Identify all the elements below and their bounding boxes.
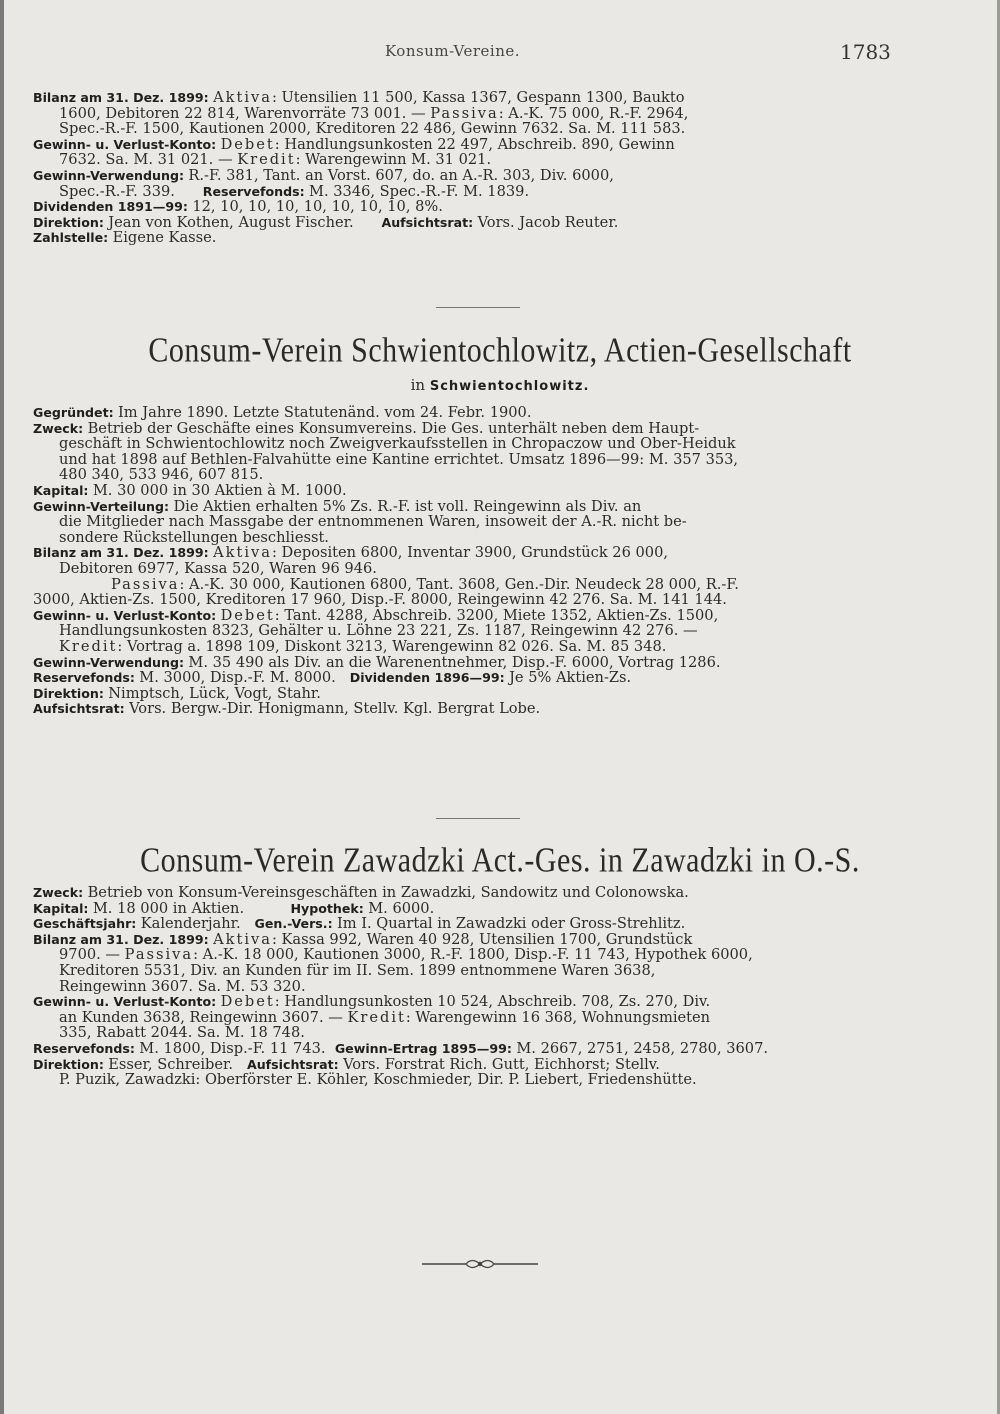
field-label: Gegründet:	[33, 405, 119, 420]
scan-edge-left	[0, 0, 4, 1414]
spaced-label: Aktiva	[213, 89, 272, 106]
field-label: Zahlstelle:	[33, 230, 113, 246]
subtitle-prefix: in	[410, 376, 430, 394]
field-text: geschäft in Schwientochlowitz noch Zweigverkaufsstellen in Chropaczow und Ober-Heiduk	[59, 435, 736, 453]
text-line	[33, 994, 889, 1010]
field-text: Vors. Forstrat Rich. Gutt, Eichhorst; Stellv.	[343, 1055, 660, 1073]
text-line	[33, 530, 889, 546]
field-label: Hypothek:	[290, 900, 369, 916]
field-label: Bilanz am 31. Dez. 1899:	[33, 90, 214, 105]
field-text: 480 340, 533 946, 607 815.	[59, 466, 264, 484]
text-line	[33, 230, 889, 246]
field-text: : Tant. 4288, Abschreib. 3200, Miete 1352, Aktien-Zs. 1500,	[274, 606, 719, 624]
text-line	[33, 885, 889, 901]
text-line	[33, 467, 889, 483]
field-text: Im I. Quartal in Zawadzki oder Gross-Strehlitz.	[337, 915, 686, 933]
field-text: : A.-K. 18 000, Kautionen 3000, R.-F. 1800, Disp.-F. 11 743, Hypothek 6000,	[193, 946, 753, 964]
field-text: M. 1800, Disp.-F. 11 743.	[139, 1039, 335, 1057]
text-line	[33, 1025, 889, 1041]
field-text: 9700. —	[59, 946, 125, 964]
field-text: : Handlungsunkosten 10 524, Abschreib. 708, Zs. 270, Div.	[274, 993, 711, 1011]
text-line	[33, 199, 889, 215]
field-text: Vors. Bergw.-Dir. Honigmann, Stellv. Kgl. Bergrat Lobe.	[129, 700, 541, 718]
text-line	[33, 121, 889, 137]
field-text: : Kassa 992, Waren 40 928, Utensilien 1700, Grundstück	[271, 930, 693, 948]
field-text: M. 30 000 in 30 Aktien à M. 1000.	[92, 481, 347, 499]
field-text: 335, Rabatt 2044. Sa. M. 18 748.	[59, 1024, 305, 1042]
field-text: die Mitglieder nach Massgabe der entnommenen Waren, insoweit der A.-R. nicht be-	[59, 513, 687, 531]
subtitle-place: Schwientochlowitz.	[429, 379, 590, 394]
text-line	[33, 639, 889, 655]
spaced-label: Kredit	[237, 151, 296, 169]
field-text: Im Jahre 1890. Letzte Statutenänd. vom 24. Febr. 1900.	[118, 404, 532, 421]
field-label: Gewinn- u. Verlust-Konto:	[33, 607, 221, 623]
section-divider	[436, 307, 520, 308]
text-line	[33, 514, 889, 530]
spaced-label: Aktiva	[213, 544, 272, 562]
field-text: M. 2667, 2751, 2458, 2780, 3607.	[516, 1039, 769, 1057]
field-text: Betrieb der Geschäfte eines Konsumvereins. Die Ges. unterhält neben dem Haupt-	[87, 419, 700, 437]
field-text: M. 3346, Spec.-R.-F. M. 1839.	[309, 182, 530, 200]
spaced-label: Debet	[220, 606, 275, 624]
text-line	[33, 137, 889, 153]
text-line	[33, 215, 889, 231]
section-title-schwientochlowitz: Consum-Verein Schwientochlowitz, Actien-Gesellschaft	[148, 331, 852, 370]
field-label: Dividenden 1896—99:	[349, 670, 510, 686]
field-text: : Depositen 6800, Inventar 3900, Grundstück 26 000,	[271, 544, 669, 562]
text-line	[33, 577, 889, 593]
field-text: M. 3000, Disp.-F. M. 8000.	[139, 669, 350, 687]
text-line	[33, 901, 889, 917]
spaced-label: Debet	[220, 993, 275, 1011]
field-label: Direktion:	[33, 685, 109, 701]
section-subtitle	[0, 376, 1000, 394]
field-text: : A.-K. 75 000, R.-F. 2964,	[498, 104, 689, 122]
field-label: Reservefonds:	[33, 1040, 140, 1056]
field-text: P. Puzik, Zawadzki: Oberförster E. Köhler, Koschmieder, Dir. P. Liebert, Friedenshütte.	[59, 1071, 697, 1089]
field-text: M. 6000.	[368, 899, 435, 917]
field-label: Aufsichtsrat:	[33, 701, 130, 717]
field-text: an Kunden 3638, Reingewinn 3607. —	[59, 1008, 348, 1026]
field-label: Bilanz am 31. Dez. 1899:	[33, 545, 214, 561]
field-text: Handlungsunkosten 8323, Gehälter u. Löhne 23 221, Zs. 1187, Reingewinn 42 276. —	[59, 622, 698, 640]
text-line	[33, 184, 889, 200]
field-label: Gen.-Vers.:	[254, 916, 337, 932]
field-label: Gewinn-Verteilung:	[33, 498, 174, 514]
field-text: Kreditoren 5531, Div. an Kunden für im II. Sem. 1899 entnommene Waren 3638,	[59, 961, 656, 979]
field-text: : Handlungsunkosten 22 497, Abschreib. 890, Gewinn	[274, 135, 675, 153]
text-line	[33, 686, 889, 702]
field-label: Reservefonds:	[202, 183, 310, 199]
entry-previous-company	[33, 90, 889, 246]
field-text: Je 5% Aktien-Zs.	[509, 669, 632, 687]
spaced-label: Aktiva	[213, 930, 272, 948]
ornament-icon	[420, 1256, 540, 1272]
text-line	[33, 592, 889, 608]
text-line	[33, 947, 889, 963]
field-text: Debitoren 6977, Kassa 520, Waren 96 946.	[59, 559, 377, 577]
text-line	[33, 916, 889, 932]
field-label: Zweck:	[33, 885, 88, 900]
spaced-label: Debet	[220, 135, 275, 153]
field-text: : Warengewinn M. 31 021.	[295, 151, 492, 169]
field-text: Spec.-R.-F. 339.	[59, 182, 203, 200]
field-text: sondere Rückstellungen beschliesst.	[59, 528, 329, 546]
spaced-label: Passiva	[124, 946, 194, 964]
field-label: Gewinn-Verwendung:	[33, 654, 189, 670]
text-line	[33, 90, 889, 106]
field-text: M. 35 490 als Div. an die Warenentnehmer, Disp.-F. 6000, Vortrag 1286.	[188, 653, 721, 671]
spaced-label: Passiva	[111, 575, 180, 593]
text-line	[33, 405, 889, 421]
text-line	[33, 979, 889, 995]
entry-schwientochlowitz	[33, 405, 889, 717]
field-text: R.-F. 381, Tant. an Vorst. 607, do. an A.-R. 303, Div. 6000,	[188, 166, 614, 184]
section-divider	[436, 818, 520, 819]
field-label: Bilanz am 31. Dez. 1899:	[33, 931, 214, 947]
text-line	[33, 1041, 889, 1057]
field-text: 1600, Debitoren 22 814, Warenvorräte 73 001. —	[59, 104, 431, 122]
field-label: Direktion:	[33, 1056, 109, 1072]
text-line	[33, 483, 889, 499]
text-line	[33, 561, 889, 577]
field-label: Gewinn-Ertrag 1895—99:	[334, 1040, 517, 1056]
field-text: M. 18 000 in Aktien.	[92, 899, 291, 917]
spaced-label: Kredit	[347, 1008, 406, 1026]
field-label: Reservefonds:	[33, 670, 140, 686]
entry-zawadzki	[33, 885, 889, 1088]
text-line	[33, 1057, 889, 1073]
field-label: Aufsichtsrat:	[381, 214, 478, 230]
field-label: Gewinn-Verwendung:	[33, 167, 189, 183]
text-line	[33, 545, 889, 561]
page-header	[0, 42, 1000, 72]
running-title: Konsum-Vereine.	[385, 42, 521, 60]
text-line	[33, 168, 889, 184]
text-line	[33, 670, 889, 686]
text-line	[33, 963, 889, 979]
field-text: Spec.-R.-F. 1500, Kautionen 2000, Kreditoren 22 486, Gewinn 7632. Sa. M. 111 583.	[59, 120, 686, 138]
spaced-label: Kredit	[59, 637, 118, 655]
text-line	[33, 932, 889, 948]
field-label: Gewinn- u. Verlust-Konto:	[33, 136, 221, 152]
field-text: Jean von Kothen, August Fischer.	[108, 213, 382, 231]
text-line	[33, 701, 889, 717]
field-text: : Vortrag a. 1898 109, Diskont 3213, Warengewinn 82 026. Sa. M. 85 348.	[117, 637, 667, 655]
field-label: Zweck:	[33, 420, 88, 436]
text-line	[33, 608, 889, 624]
text-line	[33, 1072, 889, 1088]
spaced-label: Passiva	[430, 104, 499, 122]
text-line	[33, 421, 889, 437]
field-text: : A.-K. 30 000, Kautionen 6800, Tant. 3608, Gen.-Dir. Neudeck 28 000, R.-F.	[179, 575, 739, 593]
field-label: Gewinn- u. Verlust-Konto:	[33, 994, 221, 1010]
text-line	[33, 106, 889, 122]
text-line	[33, 152, 889, 168]
field-text: 12, 10, 10, 10, 10, 10, 10, 10, 8%.	[192, 198, 443, 216]
text-line	[33, 1010, 889, 1026]
field-text: Eigene Kasse.	[112, 229, 217, 247]
field-text: Betrieb von Konsum-Vereinsgeschäften in Zawadzki, Sandowitz und Colonowska.	[87, 884, 689, 901]
text-line	[33, 623, 889, 639]
field-text: 3000, Aktien-Zs. 1500, Kreditoren 17 960, Disp.-F. 8000, Reingewinn 42 276. Sa. M. 141 144.	[33, 591, 727, 609]
field-label: Aufsichtsrat:	[246, 1056, 344, 1072]
field-text: Vors. Jacob Reuter.	[477, 213, 619, 231]
field-text: und hat 1898 auf Bethlen-Falvahütte eine Kantine errichtet. Umsatz 1896—99: M. 357 353,	[59, 450, 739, 468]
field-text: 7632. Sa. M. 31 021. —	[59, 151, 238, 169]
text-line	[33, 452, 889, 468]
text-line	[33, 499, 889, 515]
text-line	[33, 436, 889, 452]
field-label: Dividenden 1891—99:	[33, 199, 193, 215]
field-text: : Warengewinn 16 368, Wohnungsmieten	[405, 1008, 711, 1026]
field-text: : Utensilien 11 500, Kassa 1367, Gespann 1300, Baukto	[271, 89, 685, 106]
field-text: Nimptsch, Lück, Vogt, Stahr.	[108, 684, 321, 702]
field-label: Kapital:	[33, 482, 93, 498]
field-text: Reingewinn 3607. Sa. M. 53 320.	[59, 977, 306, 995]
field-text: Kalenderjahr.	[140, 915, 255, 933]
field-text: Esser, Schreiber.	[108, 1055, 247, 1073]
field-text: Die Aktien erhalten 5% Zs. R.-F. ist voll. Reingewinn als Div. an	[173, 497, 642, 515]
page-number: 1783	[840, 40, 891, 64]
field-label: Kapital:	[33, 900, 93, 916]
text-line	[33, 655, 889, 671]
field-label: Geschäftsjahr:	[33, 916, 141, 932]
field-label: Direktion:	[33, 214, 109, 230]
section-title-zawadzki: Consum-Verein Zawadzki Act.-Ges. in Zawadzki in O.-S.	[140, 841, 860, 880]
